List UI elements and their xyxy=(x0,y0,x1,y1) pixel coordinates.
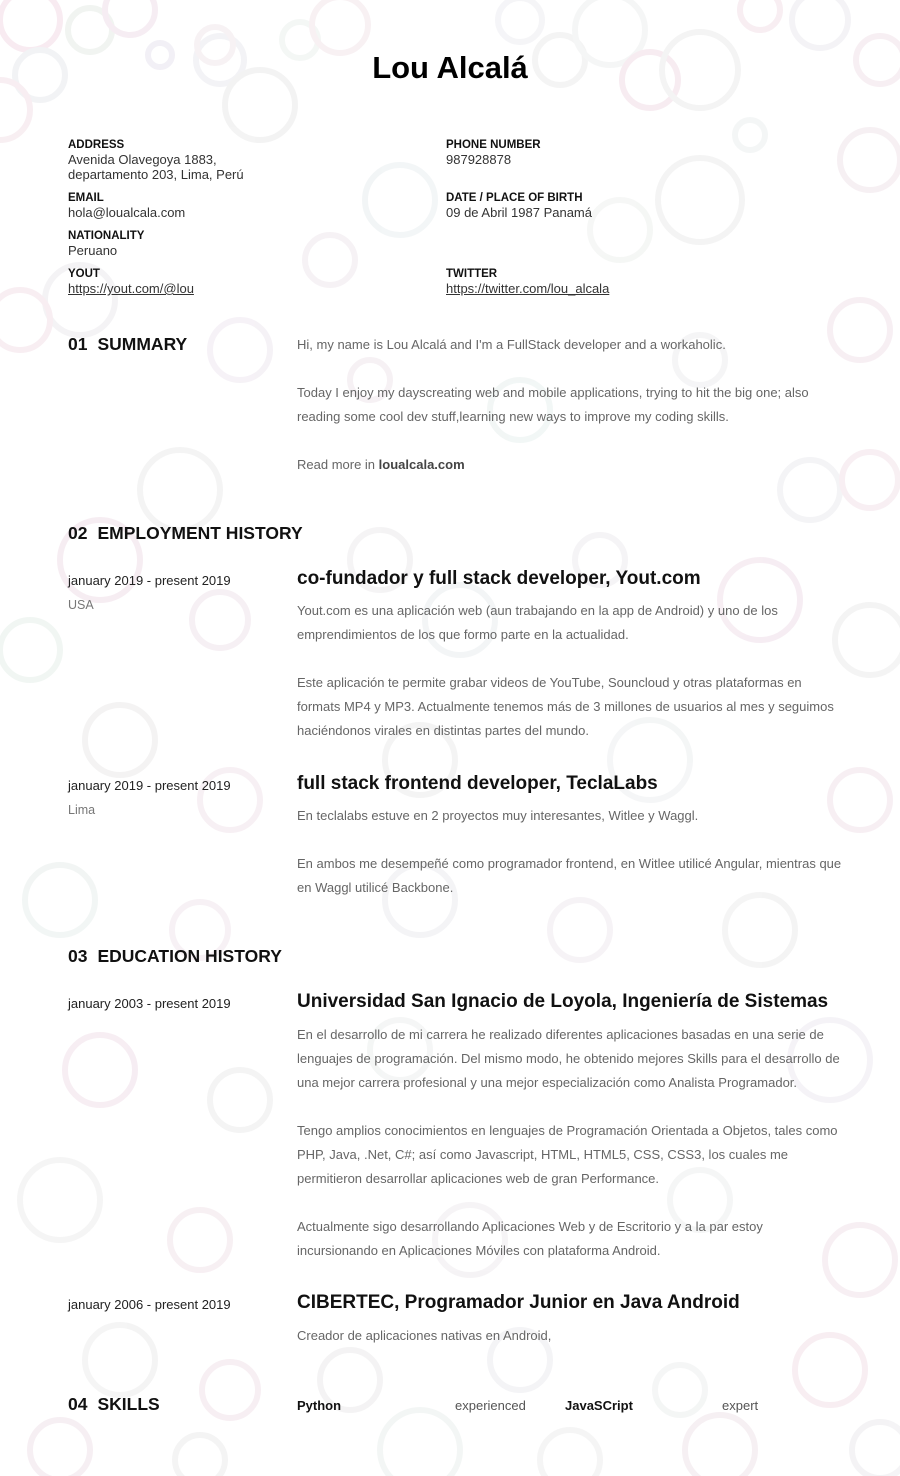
entry-paragraph: En teclalabs estuve en 2 proyectos muy interesantes, Witlee y Waggl. xyxy=(297,808,699,823)
nationality-block xyxy=(68,229,428,258)
entry-paragraph: Actualmente sigo desarrollando Aplicaciones Web y de Escritorio y a la par estoy incursionando en Aplicaciones Móviles con plataforma Android. xyxy=(297,1219,763,1258)
phone-block xyxy=(446,138,806,167)
summary-paragraph: Hi, my name is Lou Alcalá and I'm a FullStack developer and a workaholic. xyxy=(297,337,726,352)
skill-name: JavaSCript xyxy=(565,1398,633,1413)
entry-date: january 2019 - present 2019 xyxy=(68,778,231,793)
yout-block xyxy=(68,267,428,296)
entry-location: Lima xyxy=(68,803,96,817)
summary-paragraph: Today I enjoy my dayscreating web and mobile applications, trying to hit the big one; also reading some cool dev stuff,learning new ways to improve my coding skills. xyxy=(297,385,809,424)
entry-paragraph: En el desarrollo de mi carrera he realizado diferentes aplicaciones basadas en una serie de lenguajes de programación. Del mismo modo, he obtenido mejores Skills para el desarrollo de una mejor carrera profesional y una mejor especialización como Analista Programador. xyxy=(297,1027,840,1090)
twitter-block xyxy=(446,267,806,296)
yout-link[interactable]: https://yout.com/@lou xyxy=(68,281,194,296)
birth-label: DATE / PLACE OF BIRTH xyxy=(446,192,583,204)
section-number: 03 xyxy=(68,946,88,966)
twitter-link[interactable]: https://twitter.com/lou_alcala xyxy=(446,281,610,296)
skill-level: expert xyxy=(722,1398,759,1413)
yout-label: YOUT xyxy=(68,268,100,280)
entry-paragraph: En ambos me desempeñé como programador frontend, en Witlee utilicé Angular, mientras que en Waggl utilicé Backbone. xyxy=(297,856,842,895)
email-block xyxy=(68,191,428,220)
twitter-label: TWITTER xyxy=(446,268,498,280)
entry-date: january 2003 - present 2019 xyxy=(68,996,231,1011)
section-number: 02 xyxy=(68,523,88,543)
section-number: 04 xyxy=(68,1394,88,1414)
read-more-link[interactable]: loualcala.com xyxy=(378,457,465,472)
section-label: EMPLOYMENT HISTORY xyxy=(97,523,303,543)
section-label: SKILLS xyxy=(97,1394,160,1414)
resume-name: Lou Alcalá xyxy=(372,50,528,85)
address-block xyxy=(68,138,428,182)
skills-section-title xyxy=(68,1394,160,1415)
phone-label: PHONE NUMBER xyxy=(446,139,541,151)
email-value: hola@loualcala.com xyxy=(68,205,186,220)
section-label: EDUCATION HISTORY xyxy=(97,946,282,966)
nationality-value: Peruano xyxy=(68,243,118,258)
address-line2: departamento 203, Lima, Perú xyxy=(68,167,244,182)
summary-read-more xyxy=(297,453,842,477)
entry-title: full stack frontend developer, TeclaLabs xyxy=(297,773,658,794)
address-label: ADDRESS xyxy=(68,139,125,151)
entry-paragraph: Tengo amplios conocimientos en lenguajes de Programación Orientada a Objetos, tales como PHP, Java, .Net, C#; así como Javascript, HTML, HTML5, CSS, CSS3, los cuales me permitieron desarrollar aplicaciones web de gran Performance. xyxy=(297,1123,838,1186)
birth-value: 09 de Abril 1987 Panamá xyxy=(446,205,592,220)
skill-level: experienced xyxy=(455,1398,526,1413)
section-number: 01 xyxy=(68,334,88,354)
phone-value: 987928878 xyxy=(446,152,512,167)
entry-date: january 2006 - present 2019 xyxy=(68,1297,231,1312)
entry-title: CIBERTEC, Programador Junior en Java Android xyxy=(297,1292,740,1313)
entry-title: co-fundador y full stack developer, Yout.com xyxy=(297,568,701,589)
address-line1: Avenida Olavegoya 1883, xyxy=(68,152,217,167)
education-section-title xyxy=(68,946,282,967)
read-more-prefix: Read more in xyxy=(297,457,379,472)
skill-name: Python xyxy=(297,1398,342,1413)
entry-paragraph: Este aplicación te permite grabar videos de YouTube, Souncloud y otras plataformas en formats MP4 y MP3. Actualmente tenemos más de 3 millones de usuarios al mes y seguimos haciéndonos virales en distintas partes del mundo. xyxy=(297,675,834,738)
entry-date: january 2019 - present 2019 xyxy=(68,573,231,588)
entry-title: Universidad San Ignacio de Loyola, Ingeniería de Sistemas xyxy=(297,991,829,1012)
section-label: SUMMARY xyxy=(97,334,188,354)
entry-paragraph: Creador de aplicaciones nativas en Android, xyxy=(297,1328,552,1343)
birth-block xyxy=(446,191,806,220)
entry-paragraph: Yout.com es una aplicación web (aun trabajando en la app de Android) y uno de los emprendimientos de los que formo parte en la actualidad. xyxy=(297,603,778,642)
nationality-label: NATIONALITY xyxy=(68,230,145,242)
email-label: EMAIL xyxy=(68,192,104,204)
summary-section-title xyxy=(68,334,187,355)
employment-section-title xyxy=(68,523,303,544)
entry-location: USA xyxy=(68,598,94,612)
